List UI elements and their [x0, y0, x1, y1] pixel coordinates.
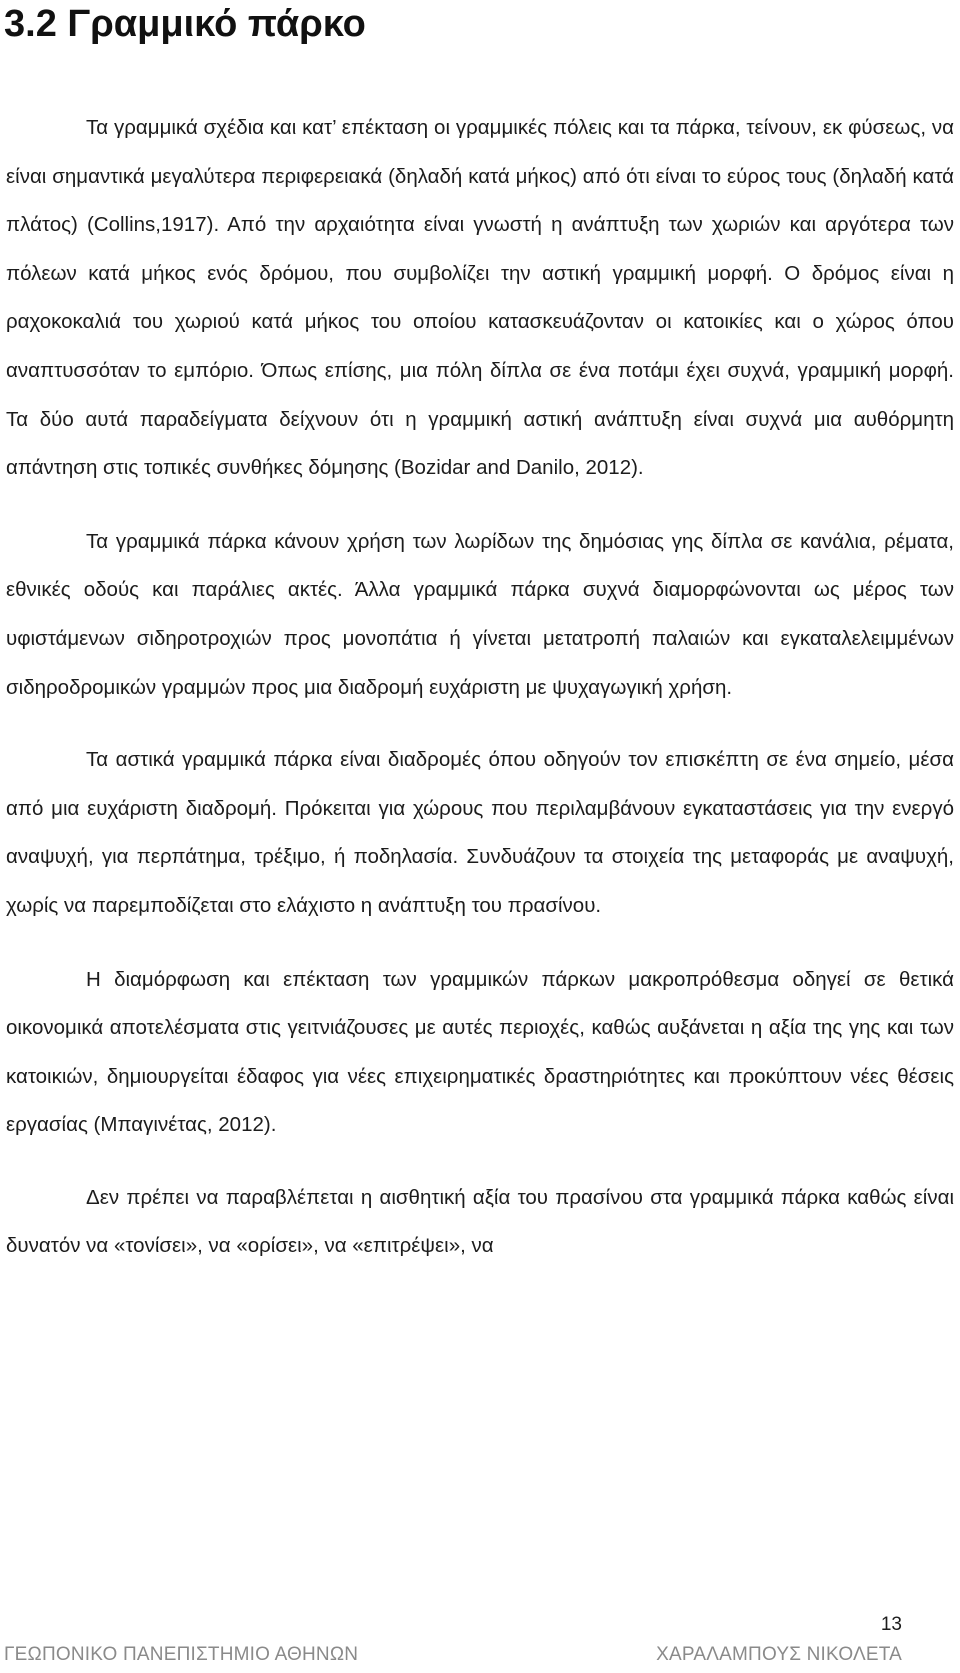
body-text	[6, 104, 954, 1271]
footer-university: ΓΕΩΠΟΝΙΚΟ ΠΑΝΕΠΙΣΤΗΜΙΟ ΑΘΗΝΩΝ	[4, 1644, 359, 1665]
page-number: 13	[880, 1614, 902, 1635]
paragraph-3: Τα αστικά γραμμικά πάρκα είναι διαδρομές όπου οδηγούν τον επισκέπτη σε ένα σημείο, μέσα από μια ευχάριστη διαδρομή. Πρόκειται για χώρους που περιλαμβάνουν εγκαταστάσεις για την ενεργό αναψυχή, για περπάτημα, τρέξιμο, ή ποδηλασία. Συνδυάζουν τα στοιχεία της μεταφοράς με αναψυχή, χωρίς να παρεμποδίζεται στο ελάχιστο η ανάπτυξη του πρασίνου.	[6, 748, 954, 917]
section-heading: 3.2 Γραμμικό πάρκο	[4, 3, 366, 45]
paragraph-5: Δεν πρέπει να παραβλέπεται η αισθητική αξία του πρασίνου στα γραμμικά πάρκα καθώς είναι δυνατόν να «τονίσει», να «ορίσει», να «επιτρέψει», να	[6, 1185, 954, 1258]
paragraph-1: Τα γραμμικά σχέδια και κατ’ επέκταση οι γραμμικές πόλεις και τα πάρκα, τείνουν, εκ φύσεως, να είναι σημαντικά μεγαλύτερα περιφερειακά (δηλαδή κατά μήκος) από ότι είναι το εύρος τους (δηλαδή κατά πλάτος) (Collins,1917). Από την αρχαιότητα είναι γνωστή η ανάπτυξη των χωριών και αργότερα των πόλεων κατά μήκος ενός δρόμου, που συμβολίζει την αστική γραμμική μορφή. Ο δρόμος είναι η ραχοκοκαλιά του χωριού κατά μήκος του οποίου κατασκευάζονταν οι κατοικίες και ο χώρος όπου αναπτυσσόταν το εμπόριο. Όπως επίσης, μια πόλη δίπλα σε ένα ποτάμι έχει συχνά, γραμμική μορφή. Τα δύο αυτά παραδείγματα δείχνουν ότι η γραμμική αστική ανάπτυξη είναι συχνά μια αυθόρμητη απάντηση στις τοπικές συνθήκες δόμησης (Bozidar and Danilo, 2012).	[6, 116, 954, 480]
paragraph-4: Η διαμόρφωση και επέκταση των γραμμικών πάρκων μακροπρόθεσμα οδηγεί σε θετικά οικονομικά αποτελέσματα στις γειτνιάζουσες με αυτές περιοχές, καθώς αυξάνεται η αξία της γης και των κατοικιών, δημιουργείται έδαφος για νέες επιχειρηματικές δραστηριότητες και προκύπτουν νέες θέσεις εργασίας (Μπαγινέτας, 2012).	[6, 967, 954, 1137]
page-footer	[4, 1644, 902, 1666]
paragraph-2: Τα γραμμικά πάρκα κάνουν χρήση των λωρίδων της δημόσιας γης δίπλα σε κανάλια, ρέματα, εθνικές οδούς και παράλιες ακτές. Άλλα γραμμικά πάρκα συχνά διαμορφώνονται ως μέρος των υφιστάμενων σιδηροτροχιών προς μονοπάτια ή γίνεται μετατροπή παλαιών και εγκαταλελειμμένων σιδηροδρομικών γραμμών προς μια διαδρομή ευχάριστη με ψυχαγωγική χρήση.	[6, 529, 954, 699]
footer-author: ΧΑΡΑΛΑΜΠΟΥΣ ΝΙΚΟΛΕΤΑ	[656, 1644, 902, 1665]
